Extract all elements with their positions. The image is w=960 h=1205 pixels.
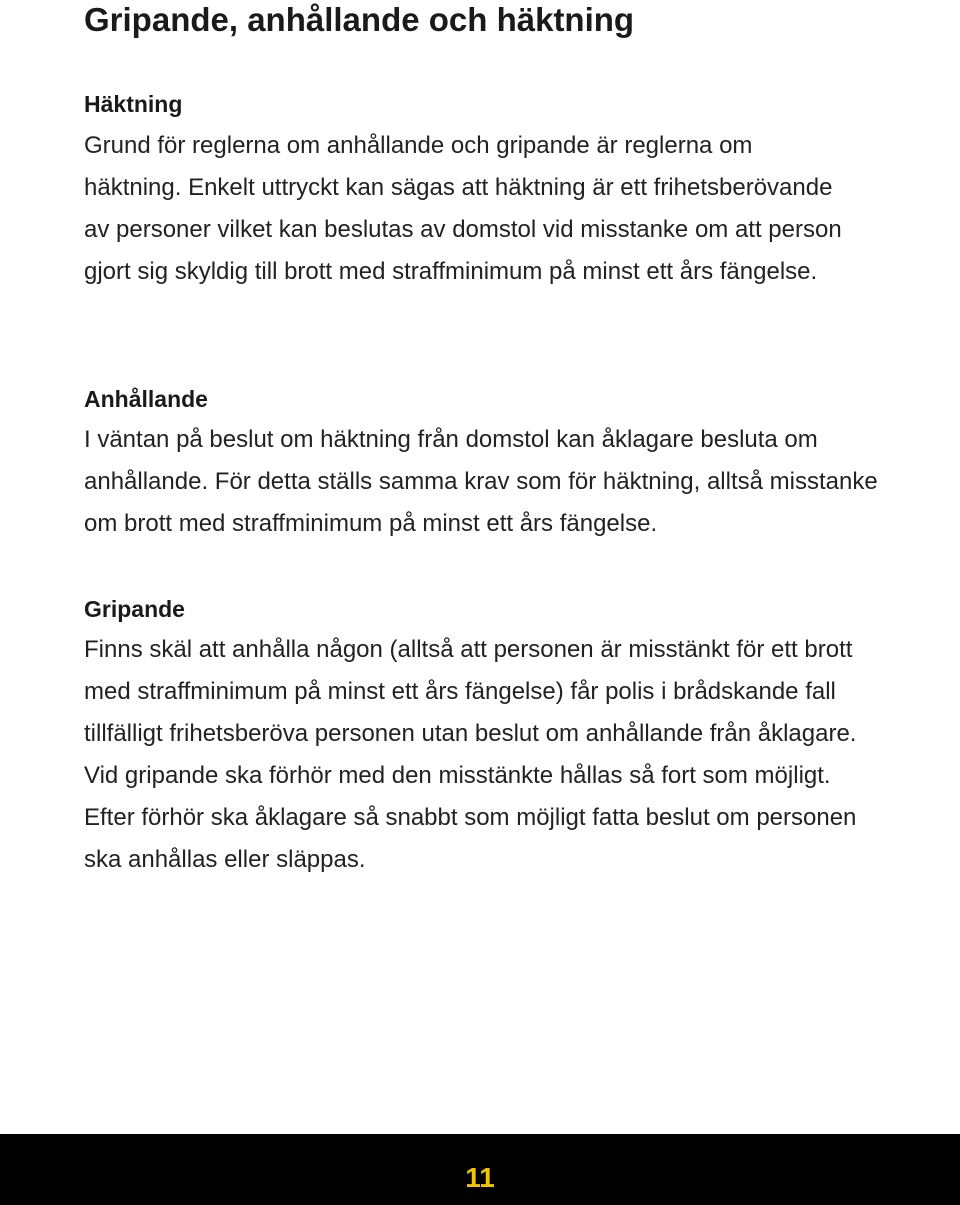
section-haktning [84, 88, 844, 293]
section-heading-gripande: Gripande [84, 596, 185, 622]
section-gripande [84, 593, 869, 881]
page-number: 11 [465, 1162, 495, 1193]
section-body-anhallande: I väntan på beslut om häktning från domstol kan åklagare besluta om anhållande. För detta ställs samma krav som för häktning, alltså misstanke om brott med straffminimum på minst ett års fängelse. [84, 426, 878, 537]
section-heading-anhallande: Anhållande [84, 386, 208, 412]
section-heading-haktning: Häktning [84, 91, 183, 117]
section-body-gripande: Finns skäl att anhålla någon (alltså att personen är misstänkt för ett brott med straffminimum på minst ett års fängelse) får polis i brådskande fall tillfälligt frihetsberöva personen utan beslut om anhållande från åklagare. Vid gripande ska förhör med den misstänkte hållas så fort som möjligt. Efter förhör ska åklagare så snabbt som möjligt fatta beslut om personen ska anhållas eller släppas. [84, 636, 857, 873]
section-body-haktning: Grund för reglerna om anhållande och gripande är reglerna om häktning. Enkelt uttryckt kan sägas att häktning är ett frihetsberövande av personer vilket kan beslutas av domstol vid misstanke om att person gjort sig skyldig till brott med straffminimum på minst ett års fängelse. [84, 132, 842, 285]
page-title: Gripande, anhållande och häktning [84, 1, 635, 38]
section-anhallande [84, 383, 884, 545]
